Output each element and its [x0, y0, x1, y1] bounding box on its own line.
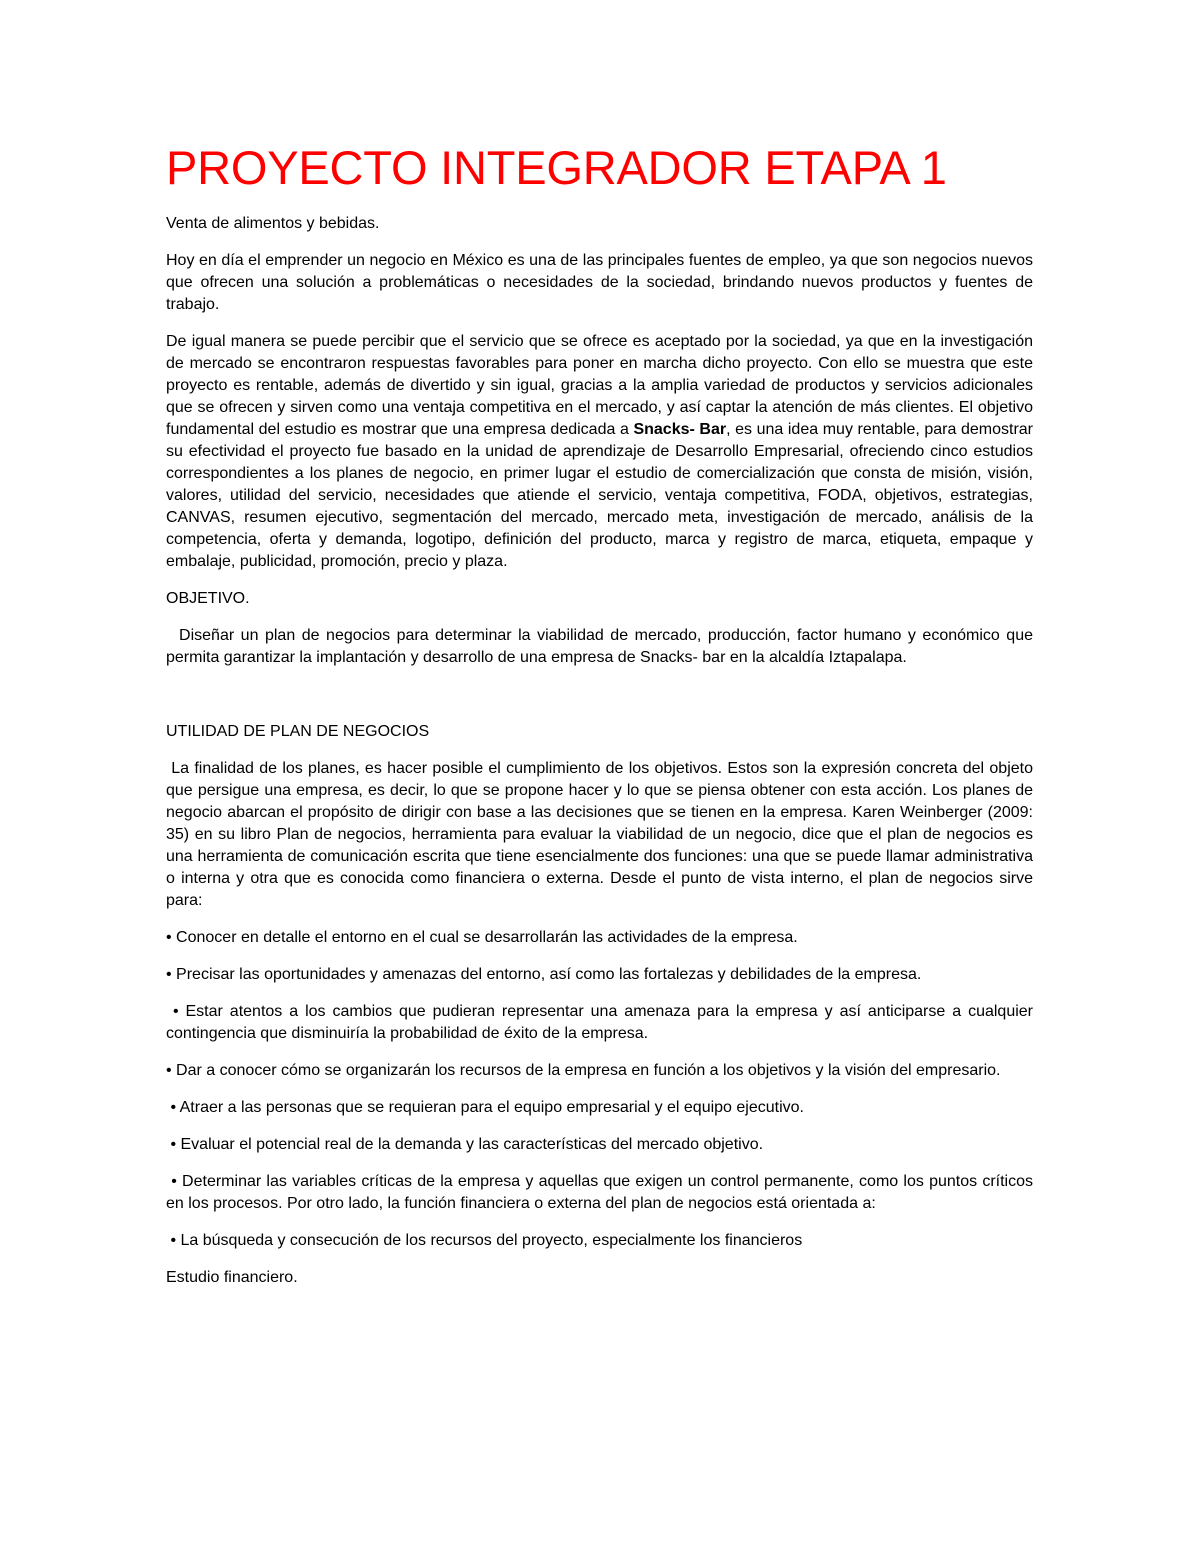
utility-heading: UTILIDAD DE PLAN DE NEGOCIOS: [166, 723, 430, 740]
bullet-item: • Dar a conocer cómo se organizarán los recursos de la empresa en función a los objetivos y la visión del empresario.: [166, 1062, 1001, 1079]
business-name: Snacks- Bar: [633, 421, 727, 438]
section-spacer: [166, 684, 1033, 721]
bullet-item: • La búsqueda y consecución de los recursos del proyecto, especialmente los financieros: [166, 1232, 803, 1249]
document-body: [166, 213, 1038, 1304]
final-line: Estudio financiero.: [166, 1269, 298, 1286]
document-title: PROYECTO INTEGRADOR ETAPA 1: [166, 141, 947, 194]
bullet-item: • Estar atentos a los cambios que pudieran representar una amenaza para la empresa y así anticiparse a cualquier contingencia que disminuiría la probabilidad de éxito de la empresa.: [166, 1003, 1038, 1042]
objective-heading: OBJETIVO.: [166, 590, 250, 607]
bullet-item: • Conocer en detalle el entorno en el cual se desarrollarán las actividades de la empresa.: [166, 929, 798, 946]
intro-paragraph: Hoy en día el emprender un negocio en México es una de las principales fuentes de empleo, ya que son negocios nuevos que ofrecen una solución a problemáticas o necesidades de la sociedad, brindando nuevos productos y fuentes de trabajo.: [166, 252, 1033, 313]
description-text-end: , es una idea muy rentable, para demostrar su efectividad el proyecto fue basado en la unidad de aprendizaje de Desarrollo Empresarial, ofreciendo cinco estudios correspondientes a los planes de negocio, en primer lugar el estudio de comercialización que consta de misión, visión, valores, utilidad del servicio, necesidades que atiende el servicio, ventaja competitiva, FODA, objetivos, estrategias, CANVAS, resumen ejecutivo, segmentación del mercado, mercado meta, investigación de mercado, análisis de la competencia, oferta y demanda, logotipo, definición del producto, marca y registro de marca, etiqueta, empaque y embalaje, publicidad, promoción, precio y plaza.: [166, 421, 1033, 570]
subtitle: Venta de alimentos y bebidas.: [166, 215, 380, 232]
objective-paragraph: Diseñar un plan de negocios para determinar la viabilidad de mercado, producción, factor humano y económico que permita garantizar la implantación y desarrollo de una empresa de Snacks- bar en la alcaldía Iztapalapa.: [166, 627, 1038, 666]
utility-paragraph: La finalidad de los planes, es hacer posible el cumplimiento de los objetivos. Estos son la expresión concreta del objeto que persigue una empresa, es decir, lo que se propone hacer y lo que se piensa obtener con esta acción. Los planes de negocio abarcan el propósito de dirigir con base a las decisiones que se tienen en la empresa. Karen Weinberger (2009: 35) en su libro Plan de negocios, herramienta para evaluar la viabilidad de un negocio, dice que el plan de negocios es una herramienta de comunicación escrita que tiene esencialmente dos funciones: una que se puede llamar administrativa o interna y otra que es conocida como financiera o externa. Desde el punto de vista interno, el plan de negocios sirve para:: [166, 760, 1038, 909]
bullet-item: • Evaluar el potencial real de la demanda y las características del mercado objetivo.: [166, 1136, 764, 1153]
description-paragraph: [166, 331, 1033, 573]
bullet-item: • Determinar las variables críticas de la empresa y aquellas que exigen un control permanente, como los puntos críticos en los procesos. Por otro lado, la función financiera o externa del plan de negocios está orientada a:: [166, 1173, 1038, 1212]
bullet-item: • Atraer a las personas que se requieran para el equipo empresarial y el equipo ejecutivo.: [166, 1099, 804, 1116]
bullet-item: • Precisar las oportunidades y amenazas del entorno, así como las fortalezas y debilidades de la empresa.: [166, 966, 922, 983]
description-text-start: De igual manera se puede percibir que el servicio que se ofrece es aceptado por la sociedad, ya que en la investigación de mercado se encontraron respuestas favorables para poner en marcha dicho proyecto. Con ello se muestra que este proyecto es rentable, además de divertido y sin igual, gracias a la amplia variedad de productos y servicios adicionales que se ofrecen y sirven como una ventaja competitiva en el mercado, y así captar la atención de más clientes. El objetivo fundamental del estudio es mostrar que una empresa dedicada a: [166, 333, 1033, 438]
